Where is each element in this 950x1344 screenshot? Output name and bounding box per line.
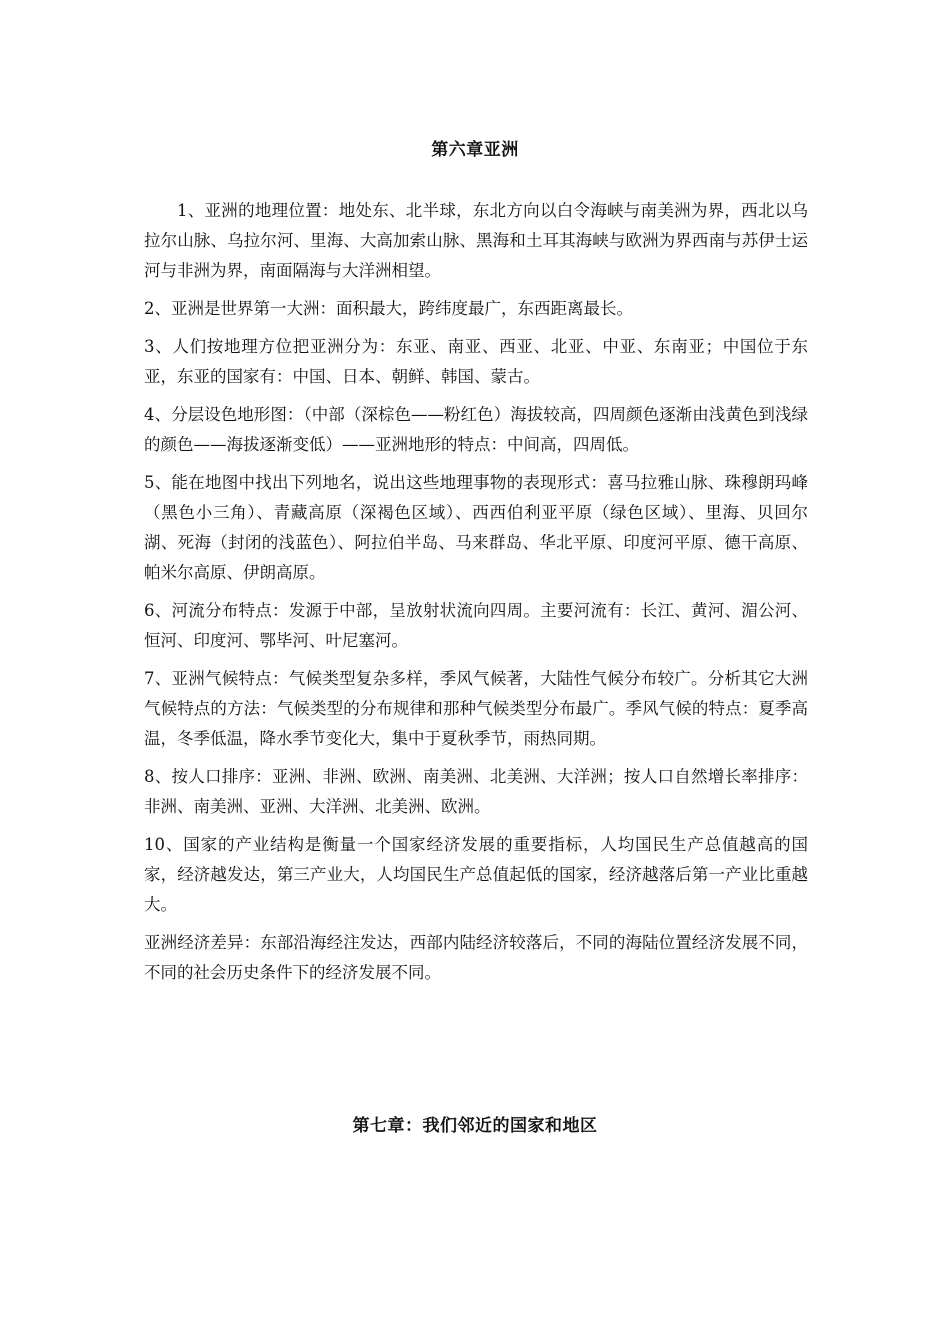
paragraph-regions: 3、人们按地理方位把亚洲分为：东亚、南亚、西亚、北亚、中亚、东南亚；中国位于东亚，东亚的国家有：中国、日本、朝鲜、韩国、蒙古。 xyxy=(144,337,808,386)
document-body xyxy=(144,196,808,996)
paragraph-climate: 7、亚洲气候特点：气候类型复杂多样，季风气候著，大陆性气候分布较广。分析其它大洲气候特点的方法：气候类型的分布规律和那种气候类型分布最广。季风气候的特点：夏季高温，冬季低温，降水季节变化大，集中于夏秋季节，雨热同期。 xyxy=(144,669,808,748)
chapter-6-title: 第六章亚洲 xyxy=(431,140,519,160)
paragraph-terrain-map: 4、分层设色地形图：（中部（深棕色——粉红色）海拔较高，四周颜色逐渐由浅黄色到浅绿的颜色——海拔逐渐变低）——亚洲地形的特点：中间高，四周低。 xyxy=(144,405,808,454)
paragraph-population: 8、按人口排序：亚洲、非洲、欧洲、南美洲、北美洲、大洋洲；按人口自然增长率排序：非洲、南美洲、亚洲、大洋洲、北美洲、欧洲。 xyxy=(144,767,808,816)
paragraph-economic-differences: 亚洲经济差异：东部沿海经注发达，西部内陆经济较落后，不同的海陆位置经济发展不同，不同的社会历史条件下的经济发展不同。 xyxy=(144,933,808,982)
paragraph-industry-structure: 10、国家的产业结构是衡量一个国家经济发展的重要指标，人均国民生产总值越高的国家，经济越发达，第三产业大，人均国民生产总值起低的国家，经济越落后第一产业比重越大。 xyxy=(144,835,808,914)
chapter-7-title: 第七章：我们邻近的国家和地区 xyxy=(352,1116,598,1136)
paragraph-rivers: 6、河流分布特点：发源于中部，呈放射状流向四周。主要河流有：长江、黄河、湄公河、恒河、印度河、鄂毕河、叶尼塞河。 xyxy=(144,601,808,650)
paragraph-largest-continent: 2、亚洲是世界第一大洲：面积最大，跨纬度最广，东西距离最长。 xyxy=(144,299,633,318)
paragraph-place-names: 5、能在地图中找出下列地名，说出这些地理事物的表现形式：喜马拉雅山脉、珠穆朗玛峰（黑色小三角）、青藏高原（深褐色区域）、西西伯利亚平原（绿色区域）、里海、贝回尔湖、死海（封闭的浅蓝色）、阿拉伯半岛、马来群岛、华北平原、印度河平原、德干高原、帕米尔高原、伊朗高原。 xyxy=(144,473,808,582)
paragraph-geographic-location: 1、亚洲的地理位置：地处东、北半球，东北方向以白令海峡与南美洲为界，西北以乌拉尔山脉、乌拉尔河、里海、大高加索山脉、黑海和土耳其海峡与欧洲为界西南与苏伊士运河与非洲为界，南面隔海与大洋洲相望。 xyxy=(144,201,808,280)
